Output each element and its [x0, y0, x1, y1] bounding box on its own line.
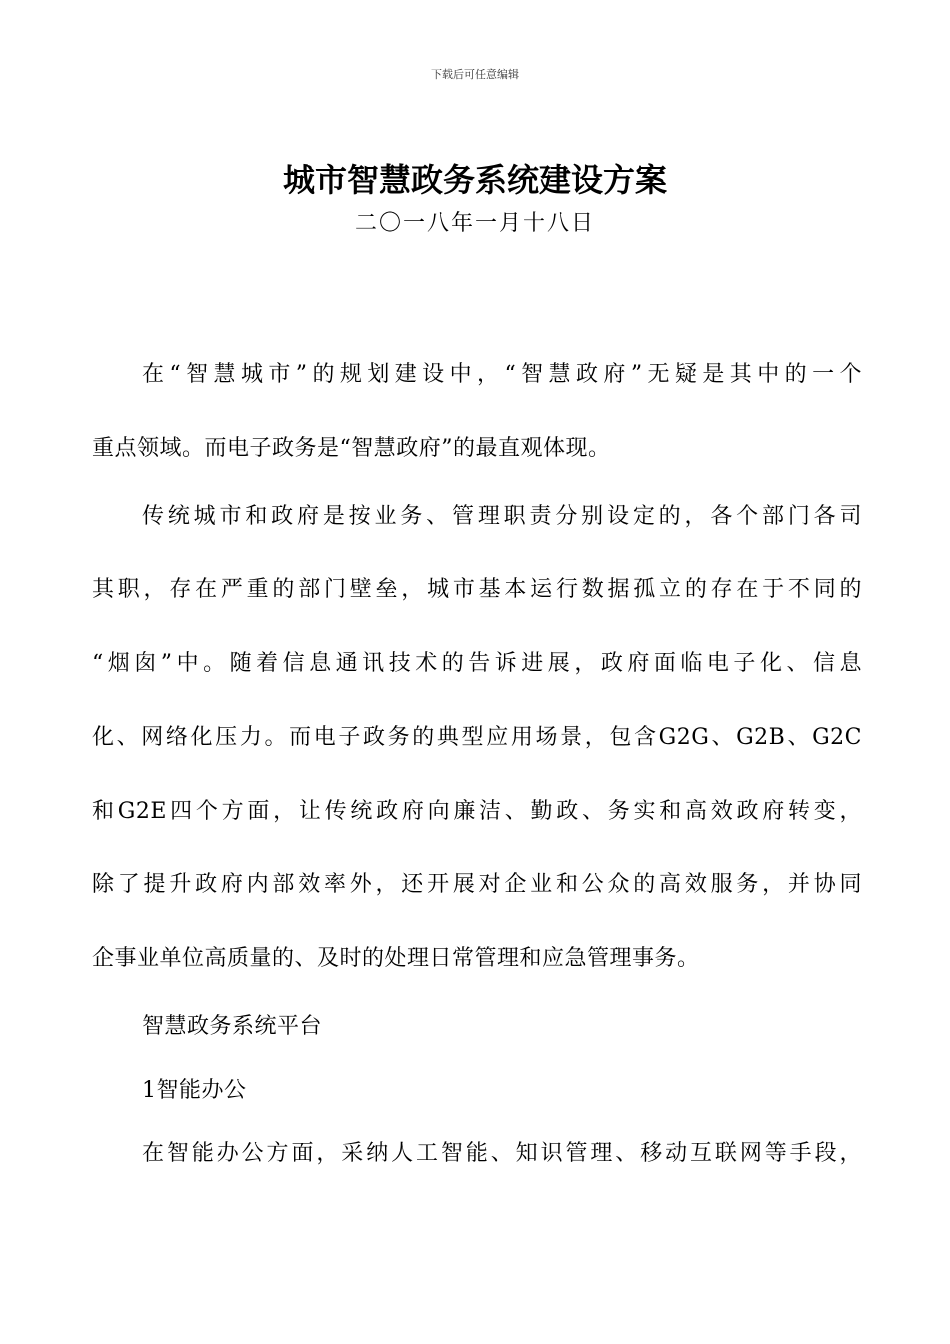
paragraph-2-line-3: “烟囱”中。随着信息通讯技术的告诉进展，政府面临电子化、信息 — [92, 651, 862, 676]
paragraph-2-line-6: 除了提升政府内部效率外，还开展对企业和公众的高效服务，并协同 — [92, 872, 862, 897]
paragraph-2-line-7: 企事业单位高质量的、及时的处理日常管理和应急管理事务。 — [92, 946, 700, 971]
subsection-heading: 1智能办公 — [142, 1078, 247, 1103]
paragraph-3-line-1: 在智能办公方面，采纳人工智能、知识管理、移动互联网等手段， — [142, 1141, 862, 1166]
paragraph-1-line-1: 在“智慧城市”的规划建设中，“智慧政府”无疑是其中的一个 — [142, 362, 862, 387]
paragraph-2-line-5: 和G2E四个方面，让传统政府向廉洁、勤政、务实和高效政府转变， — [92, 799, 862, 824]
section-heading: 智慧政务系统平台 — [142, 1014, 323, 1039]
header-note: 下载后可任意编辑 — [431, 68, 519, 81]
document-date: 二〇一八年一月十八日 — [354, 211, 595, 236]
paragraph-1-line-2: 重点领域。而电子政务是“智慧政府”的最直观体现。 — [92, 436, 611, 461]
document-title: 城市智慧政务系统建设方案 — [282, 161, 667, 199]
paragraph-2-line-1: 传统城市和政府是按业务、管理职责分别设定的，各个部门各司 — [142, 504, 862, 529]
paragraph-2-line-4: 化、网络化压力。而电子政务的典型应用场景，包含G2G、G2B、G2C — [92, 725, 862, 750]
paragraph-2-line-2: 其职，存在严重的部门壁垒，城市基本运行数据孤立的存在于不同的 — [92, 577, 862, 602]
